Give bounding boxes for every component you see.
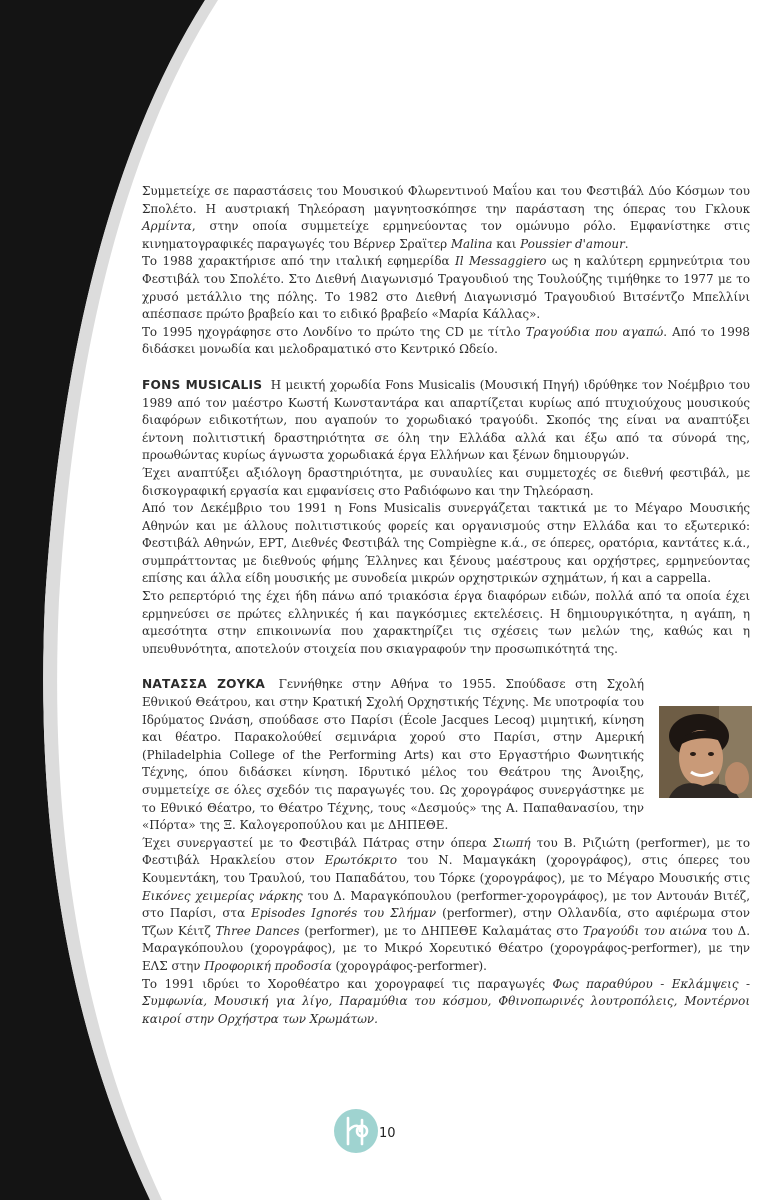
festival-logo-icon — [333, 1108, 379, 1154]
fons-paragraph-1: FONS MUSICALIS Η μεικτή χορωδία Fons Musicalis (Μουσική Πηγή) ιδρύθηκε τον Νοέμβριο του 1989 από τον μαέστρο Κωστή Κωνσταντάρα και απαρτίζεται κυρίως από πτυχιούχους μουσικούς διαφόρων ειδικοτήτων, που αγαπούν το χορωδιακό τραγούδι. Σκοπός της είναι να αναπτύξει έντονη πολιτιστική δραστηριότητα σε όλη την Ελλάδα αλλά και έξω από τα σύνορά της, προωθώντας κυρίως άγνωστα χορωδιακά έργα Ελλήνων και ξένων δημιουργών. — [142, 377, 750, 463]
intro-paragraph-2: Το 1988 χαρακτήρισε από την ιταλική εφημερίδα Il Messaggiero ως η καλύτερη ερμηνεύτρια του Φεστιβάλ του Σπολέτο. Στο Διεθνή Διαγωνισμό Τραγουδιού της Τουλούζης τιμήθηκε το 1977 με το χρυσό μετάλλιο της πόλης. Το 1982 στο Διεθνή Διαγωνισμό Τραγουδιού Βιτσέντζο Μπελλίνι απέσπασε πρώτο βραβείο και το ειδικό βραβείο «Μαρία Κάλλας». — [142, 254, 750, 322]
zouka-paragraph-2: Έχει συνεργαστεί με το Φεστιβάλ Πάτρας στην όπερα Σιωπή του Β. Ριζιώτη (performer), με το Φεστιβάλ Ηρακλείου στον Ερωτόκριτο του Ν. Μαμαγκάκη (χορογράφος), στις όπερες του Κουμεντάκη, του Τραυλού, του Παπαδάτου, του Τόρκε (χορογράφος), με το Μέγαρο Μουσικής στις Εικόνες χειμερίας νάρκης του Δ. Μαραγκόπουλου (performer-χορογράφος), με τον Αντουάν Βιτέζ, στο Παρίσι, στα Episodes Ignorés του Σλήμαν (performer), στην Ολλανδία, στο αφιέρωμα στον Τζων Κέιτζ Three Dances (performer), με το ΔΗΠΕΘΕ Καλαμάτας στο Τραγούδι του αιώνα του Δ. Μαραγκόπουλου (χορογράφος), με το Μικρό Χορευτικό Θέατρο (χορογράφος-performer), με την ΕΛΣ στην Προφορική προδοσία (χορογράφος-performer). — [142, 835, 751, 973]
portrait-photo — [659, 706, 752, 798]
main-text — [142, 183, 750, 1028]
fons-paragraph-4: Στο ρεπερτόριό της έχει ήδη πάνω από τριακόσια έργα διαφόρων ειδών, πολλά από τα οποία έχει ερμηνεύσει σε πρώτες ελληνικές ή και παγκόσμιες εκτελέσεις. Η δημιουργικότητα, η αγάπη, η αμεσότητα στην επικοινωνία που χαρακτηρίζει τις σχέσεις των μελών της, καθώς και η υπευθυνότητα, αποτελούν στοιχεία που σκιαγραφούν την προσωπικότητά της. — [142, 589, 750, 656]
fons-paragraph-3: Από τον Δεκέμβριο του 1991 η Fons Musicalis συνεργάζεται τακτικά με το Μέγαρο Μουσικής Αθηνών και με άλλους πολιτιστικούς φορείς και οργανισμούς στην Ελλάδα και το εξωτερικό: Φεστιβάλ Αθηνών, ΕΡΤ, Διεθνές Φεστιβάλ της Compiègne κ.ά., σε όπερες, ορατόρια, καντάτες κ.ά., συμπράττοντας με διεθνούς φήμης Έλληνες και ξένους μαέστρους και ορχήστρες, ερμηνεύοντας επίσης και άλλα είδη μουσικής με συνοδεία μικρών ορχηστρικών σχημάτων, ή και a cappella. — [142, 501, 750, 586]
fons-heading: FONS MUSICALIS — [142, 377, 263, 392]
zouka-paragraph-1: ΝΑΤΑΣΣΑ ΖΟΥΚΑ Γεννήθηκε στην Αθήνα το 1955. Σπούδασε στη Σχολή Εθνικού Θεάτρου, και στην Κρατική Σχολή Ορχηστικής Τέχνης. Με υποτροφία του Ιδρύματος Ωνάση, σπούδασε στο Παρίσι (École Jacques Lecoq) μιμητική, κίνηση και θέατρο. Παρακολούθεί σεμινάρια χορού στο Παρίσι, στην Αμερική (Philadelphia College of the Performing Arts) και στο Εργαστήριο Φωνητικής Τέχνης, όπου διδάσκει κίνηση. Ιδρυτικό μέλος του Θεάτρου της Άνοιξης, συμμετείχε σε όλες σχεδόν τις παραγωγές του. Ως χορογράφος συνεργάστηκε με το Εθνικό Θέατρο, το Θέατρο Τέχνης, τους «Δεσμούς» της Α. Παπαθανασίου, την «Πόρτα» της Ξ. Καλογεροπούλου και με ΔΗΠΕΘΕ. — [142, 677, 645, 833]
zouka-paragraph-3: Το 1991 ιδρύει το Χοροθέατρο και χορογραφεί τις παραγωγές Φως παραθύρου - Εκλάμψεις - Συμφωνία, Μουσική για λίγο, Παραμύθια του κόσμου, Φθινοπωρινές λουτροπόλεις, Μοντέρνοι καιροί στην Ορχήστρα των Χρωμάτων. — [142, 976, 750, 1026]
intro-paragraph-1: Συμμετείχε σε παραστάσεις του Μουσικού Φλωρεντινού Μαΐου και του Φεστιβάλ Δύο Κόσμων του Σπολέτο. Η αυστριακή Τηλεόραση μαγνητοσκόπησε την παράσταση της όπερας του Γκλουκ Αρμίντα, στην οποία συμμετείχε ερμηνεύοντας τον ομώνυμο ρόλο. Εμφανίστηκε στις κινηματογραφικές παραγωγές του Βέρνερ Σραϊτερ Malina και Poussier d'amour. — [142, 184, 750, 251]
fons-paragraph-2: Έχει αναπτύξει αξιόλογη δραστηριότητα, με συναυλίες και συμμετοχές σε διεθνή φεστιβάλ, με δισκογραφική εργασία και εμφανίσεις στο Ραδιόφωνο και την Τηλεόραση. — [142, 465, 750, 498]
portrait-image — [659, 706, 752, 798]
zouka-heading: ΝΑΤΑΣΣΑ ΖΟΥΚΑ — [142, 677, 266, 692]
intro-paragraph-3: Το 1995 ηχογράφησε στο Λονδίνο το πρώτο της CD με τίτλο Τραγούδια που αγαπώ. Από το 1998 διδάσκει μονωδία και μελοδραματικό στο Κεντρικό Ωδείο. — [142, 324, 751, 357]
page-number: 10 — [379, 1126, 396, 1141]
